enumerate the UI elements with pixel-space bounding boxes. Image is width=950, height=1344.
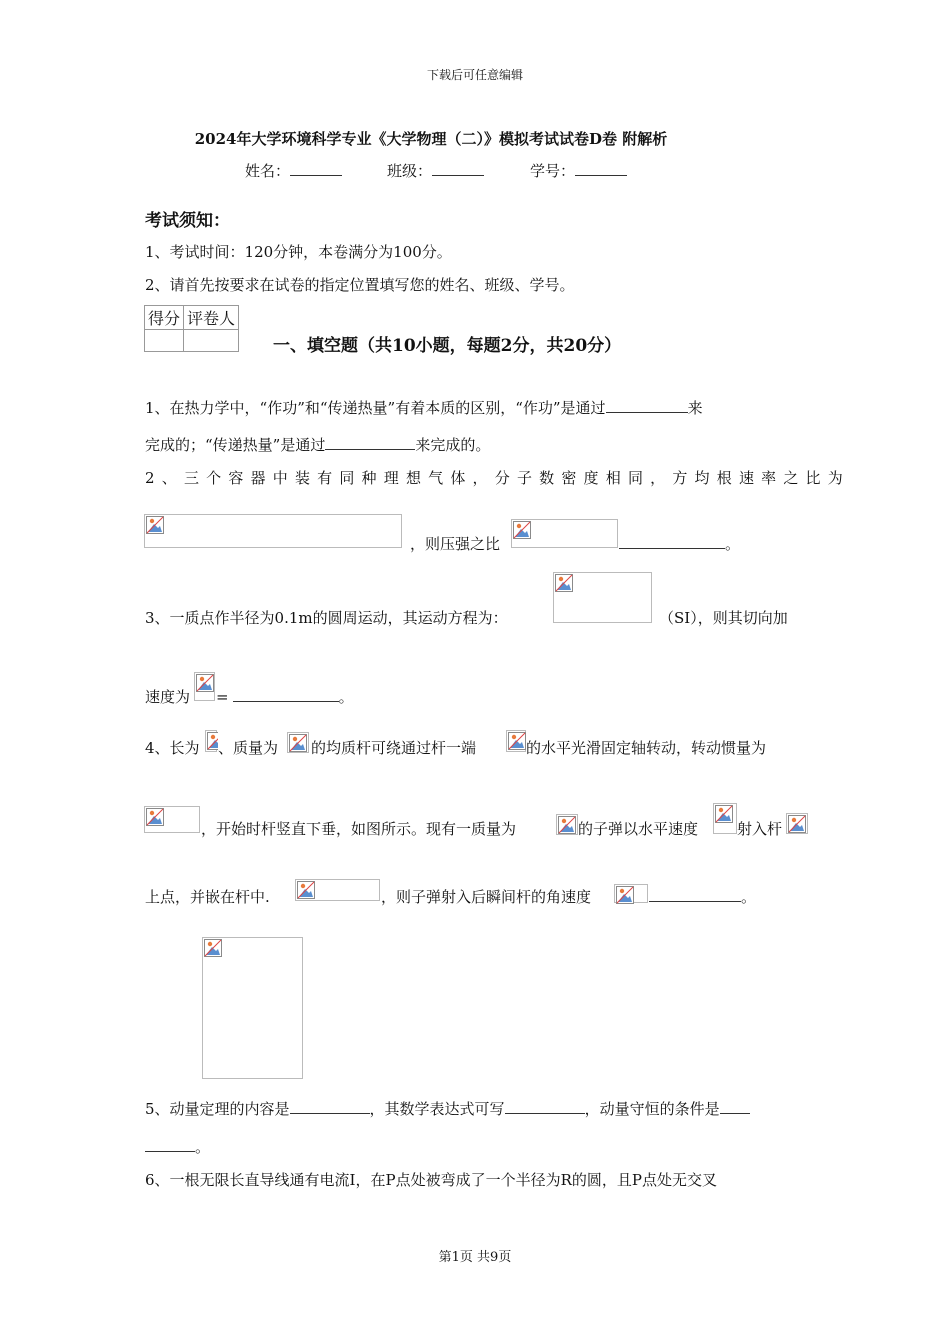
q4-text-e: ，开始时杆竖直下垂，如图所示。现有一质量为 [201, 820, 517, 838]
q3-equals: = [216, 688, 229, 706]
q4-length-image [205, 730, 217, 752]
q1-text-d: 来完成的。 [415, 436, 491, 454]
id-blank [575, 161, 627, 176]
image-placeholder-icon [715, 805, 733, 823]
score-table [144, 305, 239, 352]
question-6-line-1: 6、一根无限长直导线通有电流I，在P点处被弯成了一个半径为R的圆，且P点处无交叉 [145, 1171, 717, 1189]
q5-blank-2 [505, 1099, 585, 1114]
id-label: 学号： [530, 162, 576, 180]
section-1-heading: 一、填空题（共10小题，每题2分，共20分） [273, 336, 622, 356]
image-placeholder-icon [508, 732, 526, 750]
image-placeholder-icon [513, 521, 531, 539]
q2-formula-image-1 [144, 514, 402, 548]
image-placeholder-icon [558, 816, 576, 834]
q3-equation-image [553, 572, 652, 623]
q5-blank-3b [145, 1137, 195, 1152]
image-placeholder-icon [207, 732, 218, 750]
q2-text-b: ，则压强之比 [410, 535, 501, 553]
q4-blank [649, 887, 741, 902]
q3-text-e: 。 [338, 688, 354, 706]
q1-text-b: 来 [687, 399, 703, 417]
q5-blank-1 [290, 1099, 370, 1114]
name-blank [290, 161, 342, 176]
q1-blank-1 [606, 398, 688, 413]
notice-item-1: 1、考试时间：120分钟，本卷满分为100分。 [145, 243, 452, 261]
image-placeholder-icon [788, 815, 806, 833]
notice-item-2: 2、请首先按要求在试卷的指定位置填写您的姓名、班级、学号。 [145, 276, 575, 294]
q3-answer-line [216, 686, 354, 707]
q4-axis-image [506, 730, 526, 752]
q4-figure-image [202, 937, 303, 1079]
q4-text-g: 射入杆 [737, 820, 783, 838]
q4-velocity-image [713, 803, 737, 834]
question-2-line-1: 2、三个容器中装有同种理想气体，分子数密度相同，方均根速率之比为 [145, 469, 850, 487]
q4-text-a: 4、长为 [145, 739, 200, 757]
q5-text-a: 5、动量定理的内容是 [145, 1100, 290, 1118]
q4-text-j: 。 [741, 888, 757, 906]
q4-answer-line [649, 886, 756, 907]
q4-inertia-image [144, 806, 200, 833]
q3-text-b: （SI），则其切向加 [659, 609, 788, 627]
image-placeholder-icon [204, 939, 222, 957]
q4-condition-image [295, 879, 380, 901]
image-placeholder-icon [555, 574, 573, 592]
question-5-line-2 [145, 1136, 210, 1157]
page-footer: 第1页 共9页 [438, 1250, 512, 1265]
question-5-line-1 [145, 1098, 750, 1119]
q4-text-d: 的水平光滑固定轴转动，转动惯量为 [526, 739, 767, 757]
question-1-line-1 [145, 397, 703, 418]
image-placeholder-icon [616, 886, 634, 904]
image-placeholder-icon [289, 734, 307, 752]
q4-mass-image [287, 732, 309, 753]
image-placeholder-icon [146, 808, 164, 826]
q3-text-c: 速度为 [145, 688, 191, 706]
q4-point-image [786, 813, 808, 834]
image-placeholder-icon [146, 516, 164, 534]
q4-text-h: 上点，并嵌在杆中. [145, 888, 270, 906]
class-label: 班级： [387, 162, 433, 180]
name-label: 姓名： [245, 162, 291, 180]
q1-blank-2 [325, 435, 415, 450]
q3-text-a: 3、一质点作半径为0.1m的圆周运动，其运动方程为： [145, 609, 508, 627]
q5-text-b: ，其数学表达式可写 [369, 1100, 505, 1118]
q1-text-a: 1、在热力学中，“作功”和“传递热量”有着本质的区别，“作功”是通过 [145, 399, 606, 417]
grader-cell [184, 330, 239, 352]
q4-omega-image [614, 884, 648, 903]
grader-header: 评卷人 [184, 306, 239, 330]
q5-text-c: ，动量守恒的条件是 [584, 1100, 720, 1118]
id-field [530, 160, 627, 181]
q4-text-c: 的均质杆可绕通过杆一端 [311, 739, 477, 757]
q5-blank-3a [720, 1099, 750, 1114]
image-placeholder-icon [297, 881, 315, 899]
q4-text-i: ，则子弹射入后瞬间杆的角速度 [381, 888, 592, 906]
class-field [387, 160, 484, 181]
q4-text-b: 、质量为 [218, 739, 279, 757]
question-1-line-2 [145, 434, 490, 455]
q2-blank-line [619, 533, 740, 554]
page-title: 2024年大学环境科学专业《大学物理（二）》模拟考试试卷D卷 附解析 [194, 130, 668, 148]
class-blank [432, 161, 484, 176]
q5-text-d: 。 [195, 1138, 211, 1156]
score-header: 得分 [145, 306, 184, 330]
header-note: 下载后可任意编辑 [426, 68, 523, 82]
image-placeholder-icon [196, 674, 214, 692]
q2-formula-image-2 [511, 519, 618, 548]
q4-text-f: 的子弹以水平速度 [578, 820, 699, 838]
score-cell [145, 330, 184, 352]
q4-bullet-mass-image [556, 814, 578, 835]
notice-heading: 考试须知： [145, 211, 230, 231]
q2-text-c: 。 [725, 535, 741, 553]
q2-blank [619, 534, 725, 549]
name-field [245, 160, 342, 181]
q1-text-c: 完成的；“传递热量”是通过 [145, 436, 326, 454]
q3-symbol-image [194, 672, 215, 701]
q3-blank [233, 687, 339, 702]
